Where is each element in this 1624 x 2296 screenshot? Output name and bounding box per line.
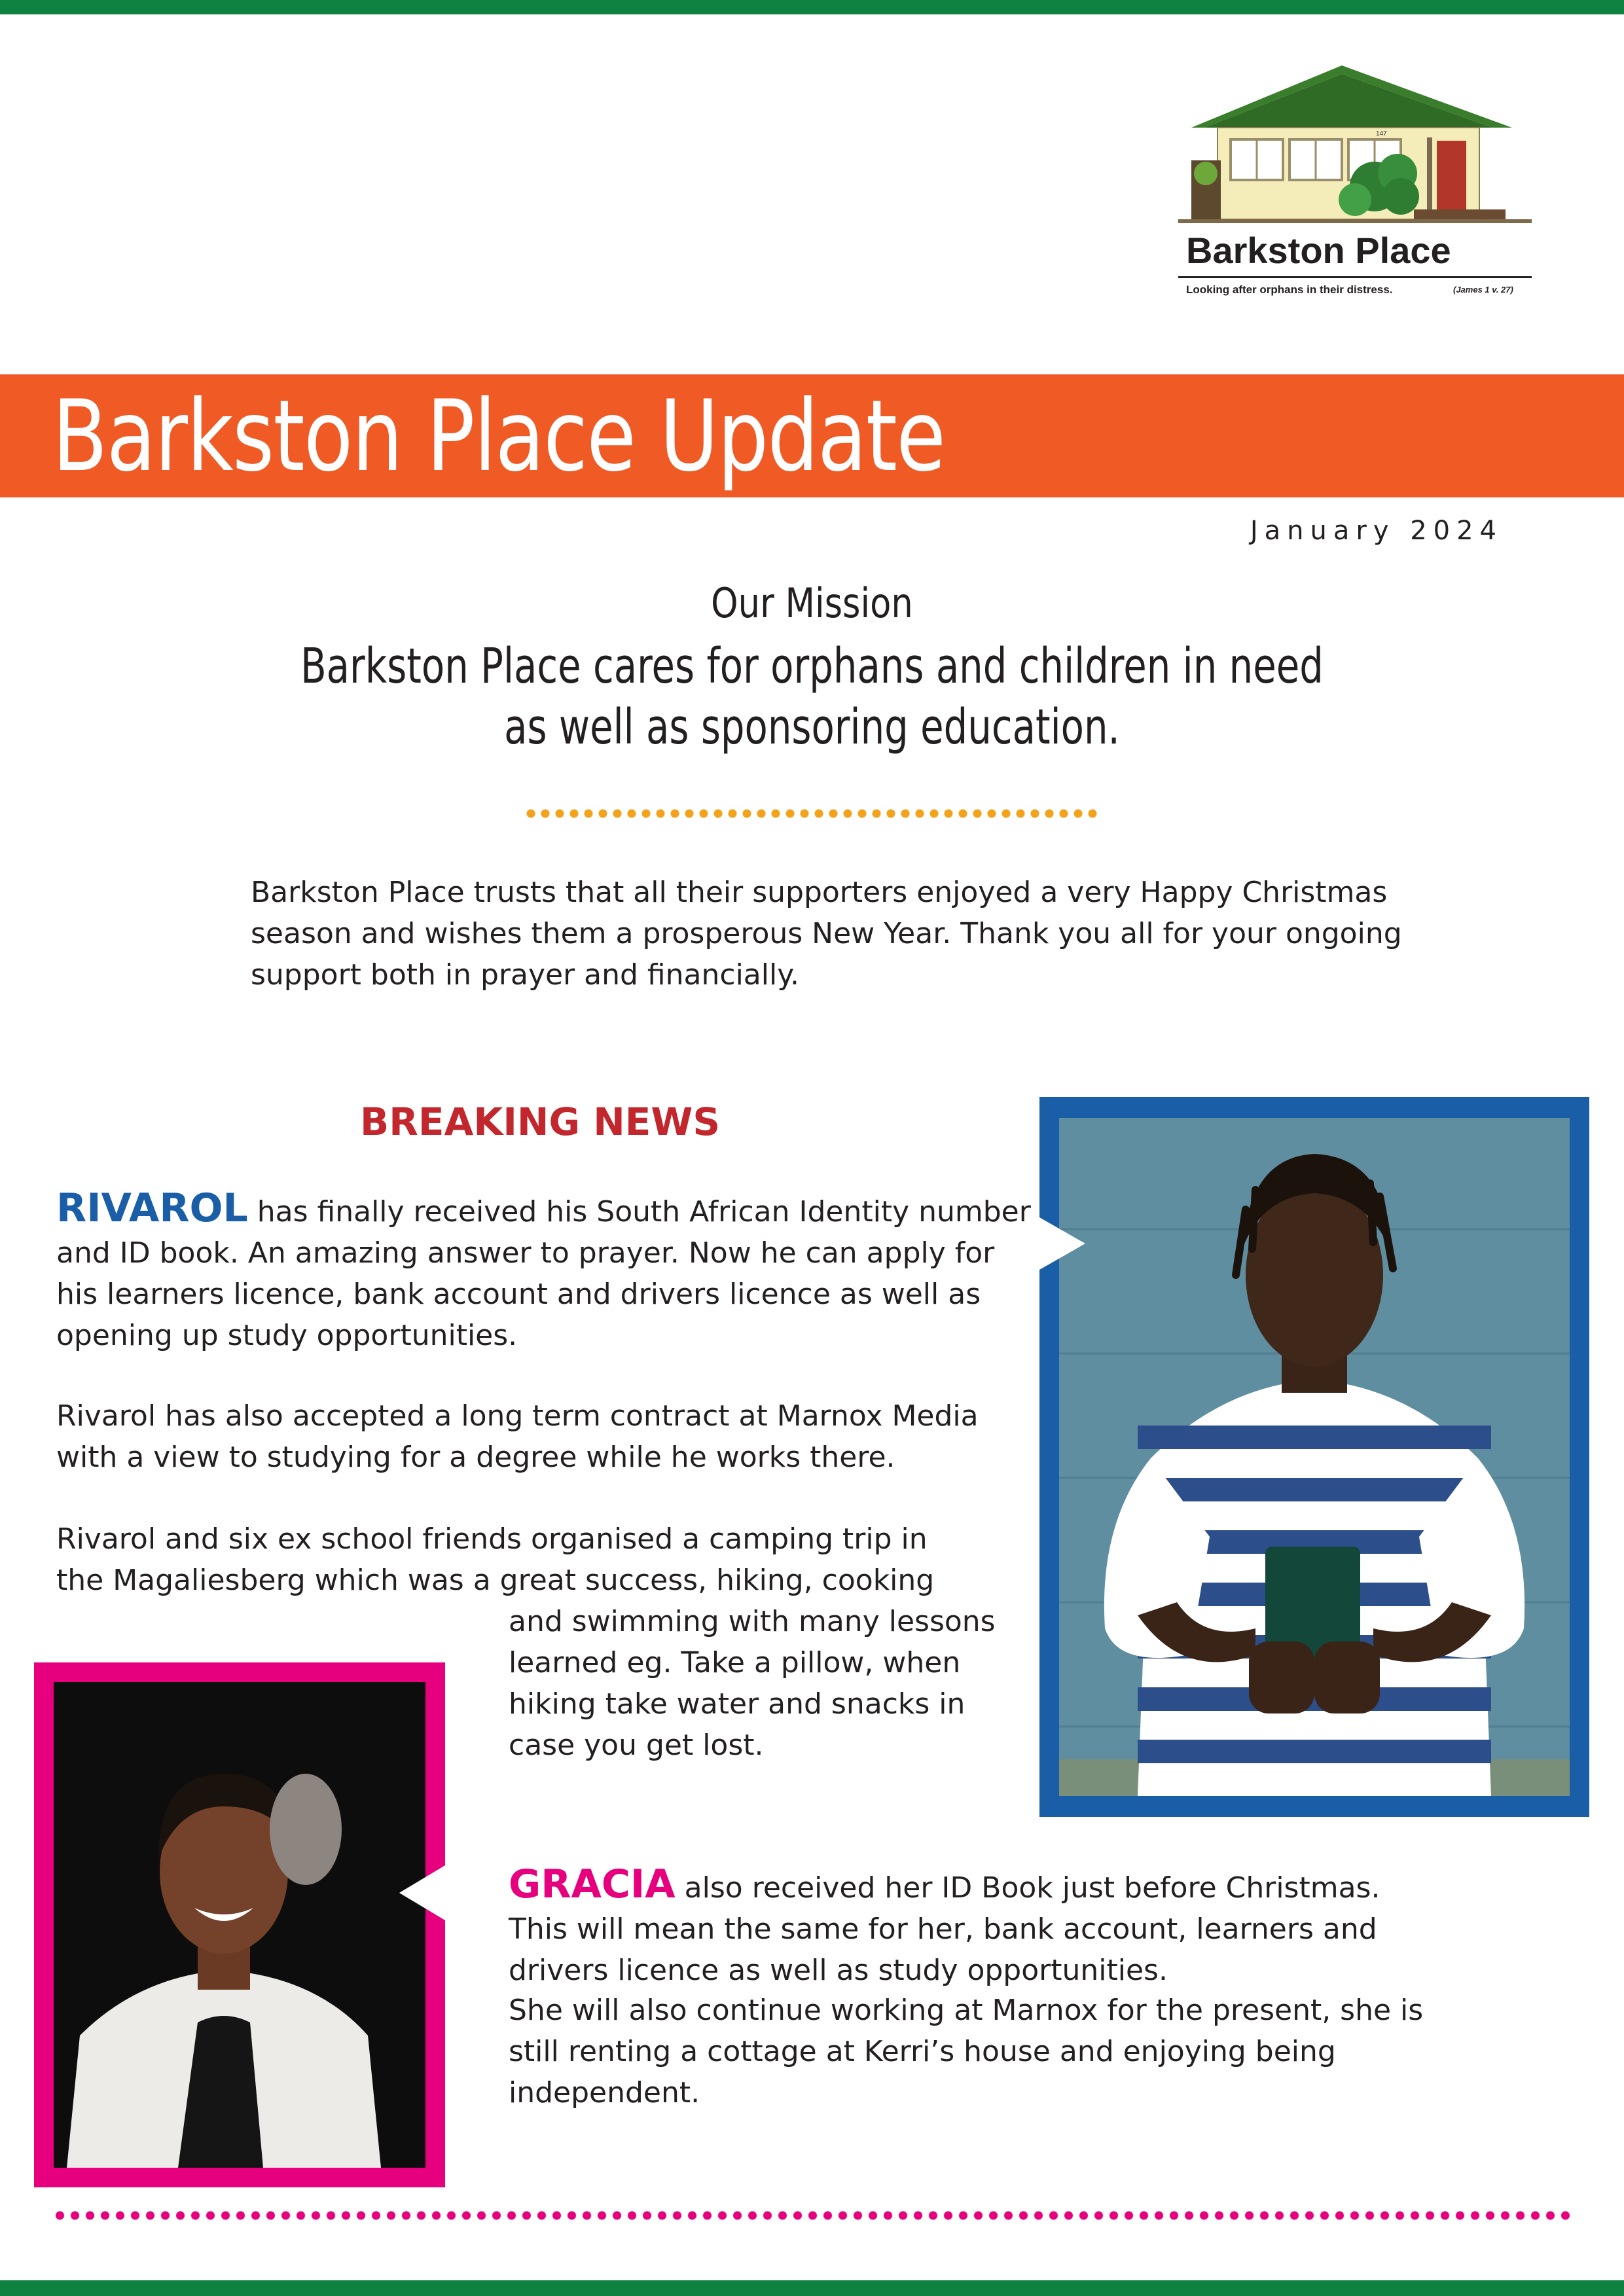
gracia-name: GRACIA <box>509 1861 676 1907</box>
barkston-place-logo <box>1178 62 1532 311</box>
breaking-news-heading: BREAKING NEWS <box>360 1100 721 1144</box>
rivarol-photo-frame <box>1039 1097 1589 1817</box>
mission-line-2: as well as sponsoring education. <box>504 699 1120 755</box>
gracia-photo-frame <box>34 1662 445 2187</box>
svg-text:147: 147 <box>1376 130 1387 137</box>
rivarol-photo <box>1059 1118 1570 1796</box>
issue-date: January 2024 <box>1250 516 1503 546</box>
logo-tagline: Looking after orphans in their distress. <box>1186 283 1393 296</box>
logo-verse: (James 1 v. 27) <box>1453 285 1513 295</box>
rivarol-name: RIVAROL <box>56 1185 248 1231</box>
gracia-paragraph-2: She will also continue working at Marnox for the present, she is still renting a cottage at Kerri’s house and enjoying being independent. <box>509 1994 1424 2109</box>
logo-name: Barkston Place <box>1186 230 1451 271</box>
gracia-photo <box>54 1682 425 2168</box>
rivarol-paragraph-1-text: has finally received his South African Identity number and ID book. An amazing answer to prayer. Now he can apply for his learners licence, bank account and drivers licence as well as opening up study opportunities. <box>56 1195 1031 1352</box>
rivarol-paragraph-1 <box>56 1185 1038 1356</box>
mission-line-1: Barkston Place cares for orphans and children in need <box>300 638 1324 694</box>
top-green-bar <box>0 0 1624 14</box>
house-icon <box>1178 62 1532 226</box>
pink-dotted-divider <box>52 2211 1571 2220</box>
banner-title: Barkston Place Update <box>52 380 945 493</box>
rivarol-paragraph-2: Rivarol has also accepted a long term contract at Marnox Media with a view to studying for a degree while he works there. <box>56 1399 979 1474</box>
rivarol-paragraph-3b: and swimming with many lessons learned eg. Take a pillow, when hiking take water and snacks in case you get lost. <box>509 1605 996 1762</box>
rivarol-photo-pointer <box>1039 1217 1085 1270</box>
title-banner <box>0 374 1624 497</box>
mission-heading: Our Mission <box>711 579 913 627</box>
bottom-green-bar <box>0 2280 1624 2296</box>
gracia-paragraph-1-text: also received her ID Book just before Christmas. This will mean the same for her, bank account, learners and drivers licence as well as study opportunities. <box>509 1871 1380 1987</box>
gracia-photo-pointer <box>399 1865 445 1920</box>
gracia-paragraph-1 <box>509 1861 1425 1991</box>
logo-divider <box>1178 275 1532 280</box>
orange-dotted-divider <box>524 809 1100 818</box>
rivarol-paragraph-3a: Rivarol and six ex school friends organised a camping trip in the Magaliesberg which was a great success, hiking, cooking <box>56 1522 935 1597</box>
intro-paragraph: Barkston Place trusts that all their supporters enjoyed a very Happy Christmas season and wishes them a prosperous New Year. Thank you all for your ongoing support both in prayer and financially. <box>251 876 1402 992</box>
